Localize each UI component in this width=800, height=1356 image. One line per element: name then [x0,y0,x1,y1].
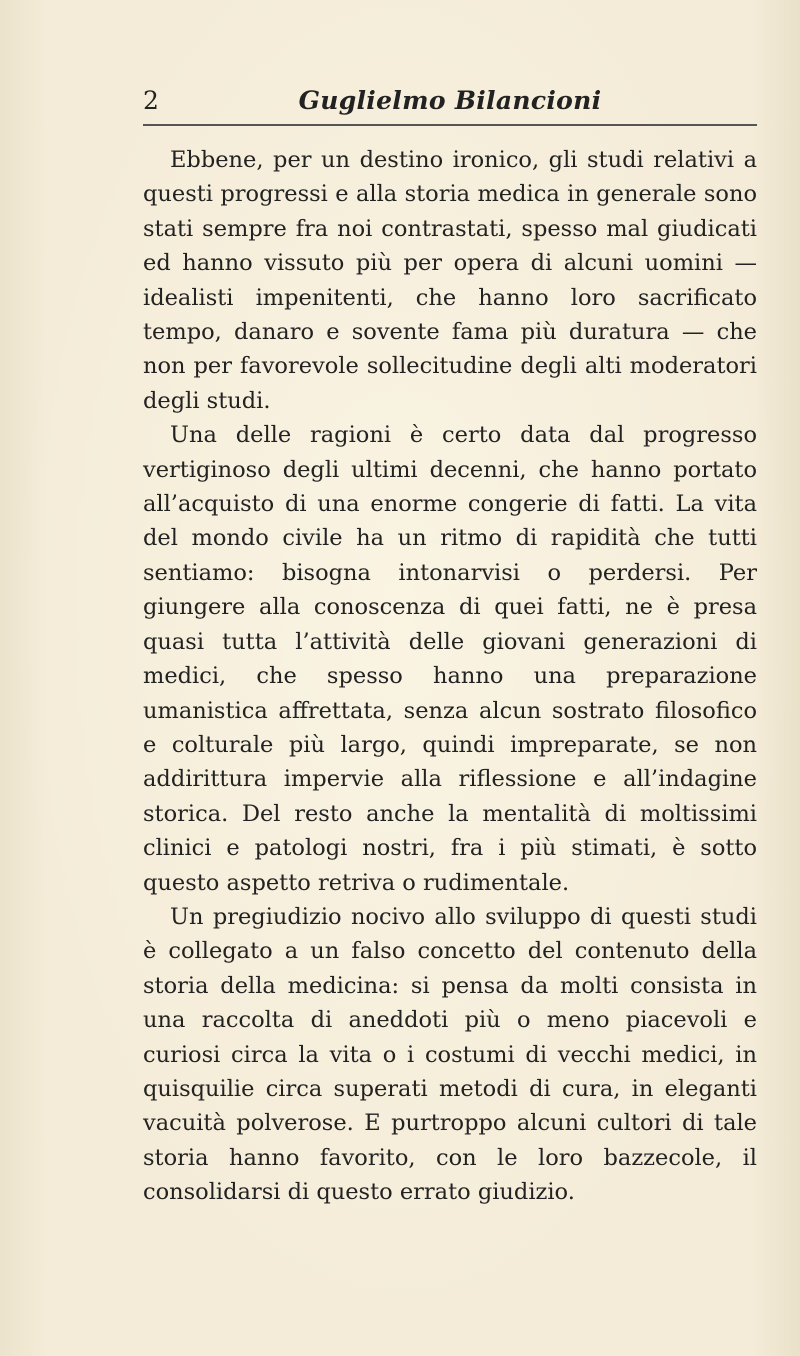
paragraph: Un pregiudizio nocivo allo sviluppo di questi studi è collegato a un falso concetto del contenuto della storia della medicina: si pensa da molti consista in una raccolta di aneddoti più o meno piacevoli e curiosi circa la vita o i costumi di vecchi medici, in quisquilie circa superati metodi di cura, in eleganti vacuità polverose. E purtroppo alcuni cultori di tale storia hanno favorito, con le loro bazzecole, il consolidarsi di questo errato giudizio. [143,903,757,1206]
body-text [143,143,757,1210]
paragraph: Ebbene, per un destino ironico, gli studi relativi a questi progressi e alla storia medica in generale sono stati sempre fra noi contrastati, spesso mal giudicati ed hanno vissuto più per opera di alcuni uomini — idealisti impenitenti, che hanno loro sacrificato tempo, danaro e sovente fama più duratura — che non per favorevole sollecitudine degli alti moderatori degli studi. [143,147,757,414]
header-rule [143,124,757,126]
page-number: 2 [143,86,159,115]
paragraph: Una delle ragioni è certo data dal progresso vertiginoso degli ultimi decenni, che hanno portato all’acquisto di una enorme congerie di fatti. La vita del mondo civile ha un ritmo di rapidità che tutti sentiamo: bisogna intonarvisi o perdersi. Per giungere alla conoscenza di quei fatti, ne è presa quasi tutta l’attività delle giovani generazioni di medici, che spesso hanno una preparazione umanistica affrettata, senza alcun sostrato filosofico e colturale più largo, quindi impreparate, se non addirittura impervie alla riflessione e all’indagine storica. Del resto anche la mentalità di moltissimi clinici e patologi nostri, fra i più stimati, è sotto questo aspetto retriva o rudimentale. [143,422,757,896]
page-header [143,86,757,126]
running-head: Guglielmo Bilancioni [298,86,602,115]
